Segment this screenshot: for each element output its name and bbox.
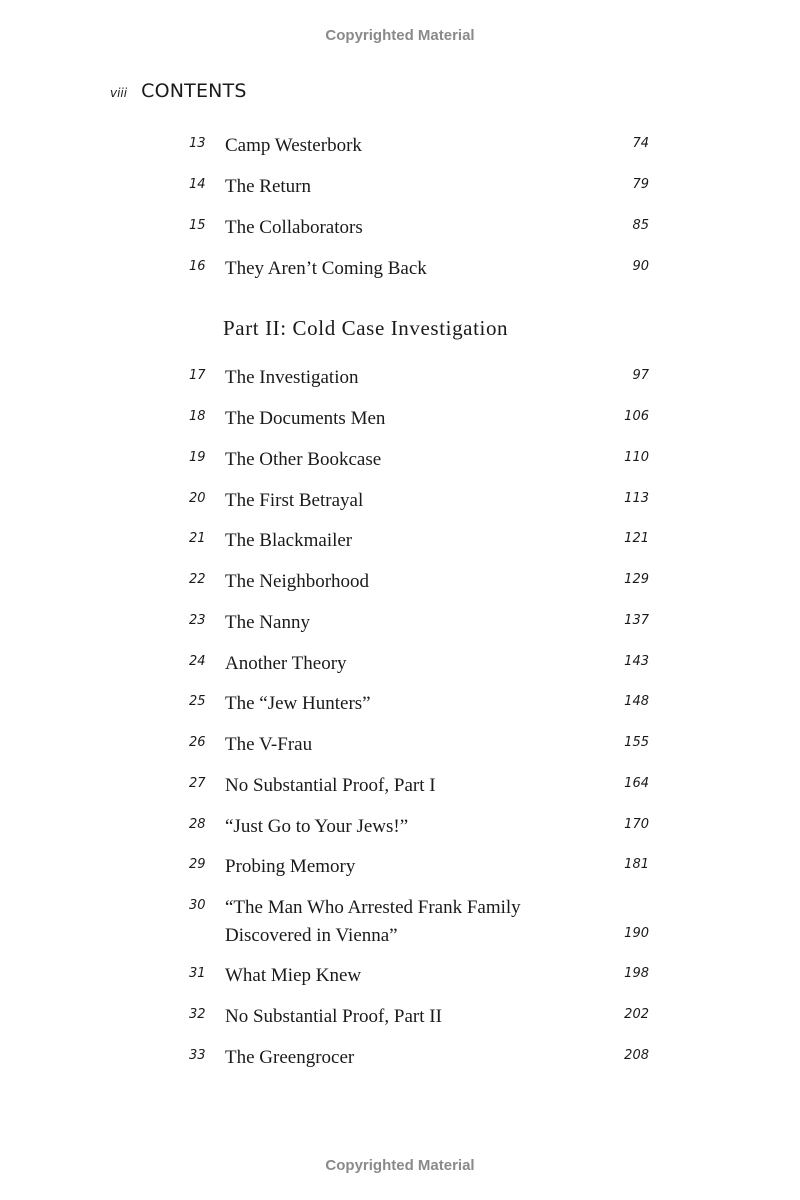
chapter-page: 181 [624,857,649,872]
chapter-title-line-1: “The Man Who Arrested Frank Family [225,897,521,918]
chapter-number: 24 [189,654,206,669]
toc-entry [0,650,800,680]
chapter-page: 90 [632,259,649,274]
copyright-watermark-top: Copyrighted Material [325,27,475,44]
toc-entry [0,214,800,244]
chapter-number: 21 [189,531,206,546]
chapter-title: No Substantial Proof, Part I [225,775,436,796]
chapter-title: The Nanny [225,612,310,633]
chapter-page: 198 [624,966,649,981]
chapter-title: The First Betrayal [225,490,364,511]
chapter-title: The Blackmailer [225,530,353,551]
chapter-page: 121 [624,531,649,546]
chapter-title-line-2: Discovered in Vienna” [225,925,398,946]
chapter-title: Probing Memory [225,856,356,877]
toc-entry [0,690,800,720]
chapter-page: 155 [624,735,649,750]
toc-entry [0,405,800,435]
chapter-number: 23 [189,613,206,628]
toc-entry [0,772,800,802]
chapter-title: Camp Westerbork [225,135,362,156]
chapter-title: The Documents Men [225,408,386,429]
toc-entry [0,853,800,883]
toc-entry [0,1003,800,1033]
chapter-number: 16 [189,259,206,274]
chapter-number: 17 [189,368,206,383]
chapter-number: 18 [189,409,206,424]
chapter-title: What Miep Knew [225,965,362,986]
chapter-number: 33 [189,1048,206,1063]
page-number: viii [110,86,128,100]
chapter-page: 143 [624,654,649,669]
chapter-title: The Greengrocer [225,1047,355,1068]
chapter-title: The V-Frau [225,734,313,755]
chapter-number: 31 [189,966,206,981]
chapter-page: 208 [624,1048,649,1063]
chapter-number: 13 [189,136,206,151]
chapter-number: 14 [189,177,206,192]
chapter-number: 19 [189,450,206,465]
chapter-number: 32 [189,1007,206,1022]
chapter-title: The Other Bookcase [225,449,382,470]
toc-entry [0,364,800,394]
chapter-title: They Aren’t Coming Back [225,258,427,279]
chapter-page: 148 [624,694,649,709]
chapter-title: Another Theory [225,653,347,674]
copyright-watermark-bottom: Copyrighted Material [325,1157,475,1174]
chapter-title: The Return [225,176,312,197]
chapter-page: 110 [624,450,649,465]
chapter-page: 129 [624,572,649,587]
toc-entry [0,962,800,992]
toc-entry-two-line [0,894,800,952]
chapter-number: 27 [189,776,206,791]
chapter-number: 20 [189,491,206,506]
chapter-page: 113 [624,491,649,506]
chapter-number: 30 [189,898,206,913]
chapter-number: 15 [189,218,206,233]
toc-entry [0,173,800,203]
chapter-page: 137 [624,613,649,628]
toc-entry [0,609,800,639]
chapter-page: 170 [624,817,649,832]
chapter-number: 26 [189,735,206,750]
part-heading: Part II: Cold Case Investigation [223,316,509,340]
chapter-title: The Neighborhood [225,571,370,592]
toc-entry [0,255,800,285]
chapter-title: The “Jew Hunters” [225,693,371,714]
chapter-number: 29 [189,857,206,872]
toc-entry [0,132,800,162]
running-head [110,80,247,102]
page-title: CONTENTS [141,80,247,102]
chapter-title: The Investigation [225,367,359,388]
toc-entry [0,1044,800,1074]
chapter-page: 106 [624,409,649,424]
chapter-number: 25 [189,694,206,709]
chapter-number: 28 [189,817,206,832]
chapter-title: No Substantial Proof, Part II [225,1006,442,1027]
chapter-page: 79 [632,177,649,192]
toc-entry [0,731,800,761]
toc-entry [0,813,800,843]
toc-entry [0,446,800,476]
chapter-page: 85 [632,218,649,233]
toc-entry [0,527,800,557]
chapter-title: “Just Go to Your Jews!” [225,816,409,837]
chapter-page: 74 [632,136,649,151]
chapter-page: 164 [624,776,649,791]
chapter-number: 22 [189,572,206,587]
chapter-page: 190 [624,926,649,941]
chapter-page: 97 [632,368,649,383]
chapter-page: 202 [624,1007,649,1022]
toc-entry [0,487,800,517]
chapter-title: The Collaborators [225,217,363,238]
toc-entry [0,568,800,598]
